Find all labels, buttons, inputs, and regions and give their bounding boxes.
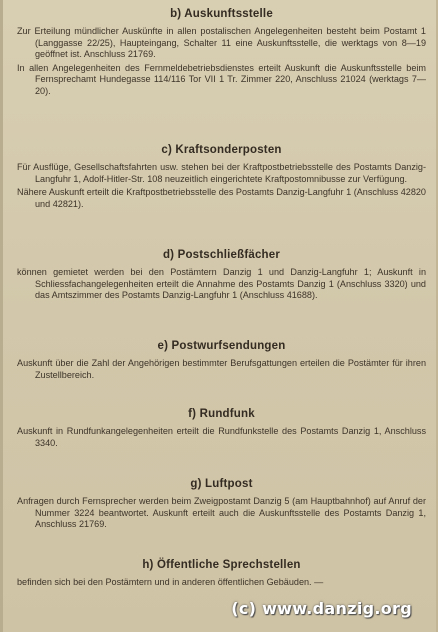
section-heading: h) Öffentliche Sprechstellen (142, 559, 301, 571)
paragraph: Nähere Auskunft erteilt die Kraftpostbetriebsstelle des Postamts Danzig-Langfuhr 1 (Anschluss 42820 und 42821). (17, 187, 426, 209)
section-postschliessfaecher (17, 249, 426, 302)
section-sprechstellen (17, 559, 426, 589)
section-kraftsonderposten (17, 144, 426, 210)
paragraph: befinden sich bei den Postämtern und in anderen öffentlichen Gebäuden. — (17, 577, 324, 587)
section-heading: c) Kraftsonderposten (161, 144, 282, 156)
watermark: (c) www.danzig.org (231, 599, 412, 618)
paragraph: Anfragen durch Fernsprecher werden beim Zweigpostamt Danzig 5 (am Hauptbahnhof) auf Anruf der Nummer 3224 beantwortet. Auskunft erteilt auch die Auskunftsstelle des Postamts Danzig 1, Anschluss 21769. (17, 496, 426, 530)
paragraph: In allen Angelegenheiten des Fernmeldebetriebsdienstes erteilt Auskunft die Auskunftsstelle beim Fernsprechamt Hundegasse 114/116 Tor VII 1 Tr. Zimmer 220, Anschluss 21024 (werktags 7—20). (17, 62, 426, 96)
section-heading: f) Rundfunk (188, 408, 255, 420)
section-heading: b) Auskunftsstelle (170, 8, 273, 20)
section-heading: g) Luftpost (190, 478, 253, 490)
section-heading: d) Postschließfächer (162, 249, 281, 261)
section-auskunftsstelle (17, 8, 426, 98)
section-heading: e) Postwurfsendungen (157, 340, 286, 352)
paragraph: Für Ausflüge, Gesellschaftsfahrten usw. stehen bei der Kraftpostbetriebsstelle des Postamts Danzig-Langfuhr 1, Adolf-Hitler-Str. 108 neuzeitlich eingerichtete Kraftpostomnibusse zur Verfügung. (17, 162, 426, 184)
paragraph: können gemietet werden bei den Postämtern Danzig 1 und Danzig-Langfuhr 1; Auskunft in Schliessfachangelegenheiten erteilt die Annahme des Postamts Danzig 1 (Anschluss 3320) und das Amtszimmer des Postamts Danzig-Langfuhr 1 (Anschluss 41688). (17, 267, 426, 301)
section-luftpost (17, 478, 426, 531)
paragraph: Auskunft in Rundfunkangelegenheiten erteilt die Rundfunkstelle des Postamts Danzig 1, Anschluss 3340. (17, 426, 426, 448)
paragraph: Auskunft über die Zahl der Angehörigen bestimmter Berufsgattungen erteilen die Postämter für ihren Zustellbereich. (17, 358, 426, 380)
section-postwurfsendungen (17, 340, 426, 381)
section-rundfunk (17, 408, 426, 449)
paragraph: Zur Erteilung mündlicher Auskünfte in allen postalischen Angelegenheiten besteht beim Postamt 1 (Langgasse 22/25), Haupteingang, Schalter 11 eine Auskunftsstelle, die werktags von 8—19 geöffnet ist. Anschluss 21769. (17, 26, 426, 60)
